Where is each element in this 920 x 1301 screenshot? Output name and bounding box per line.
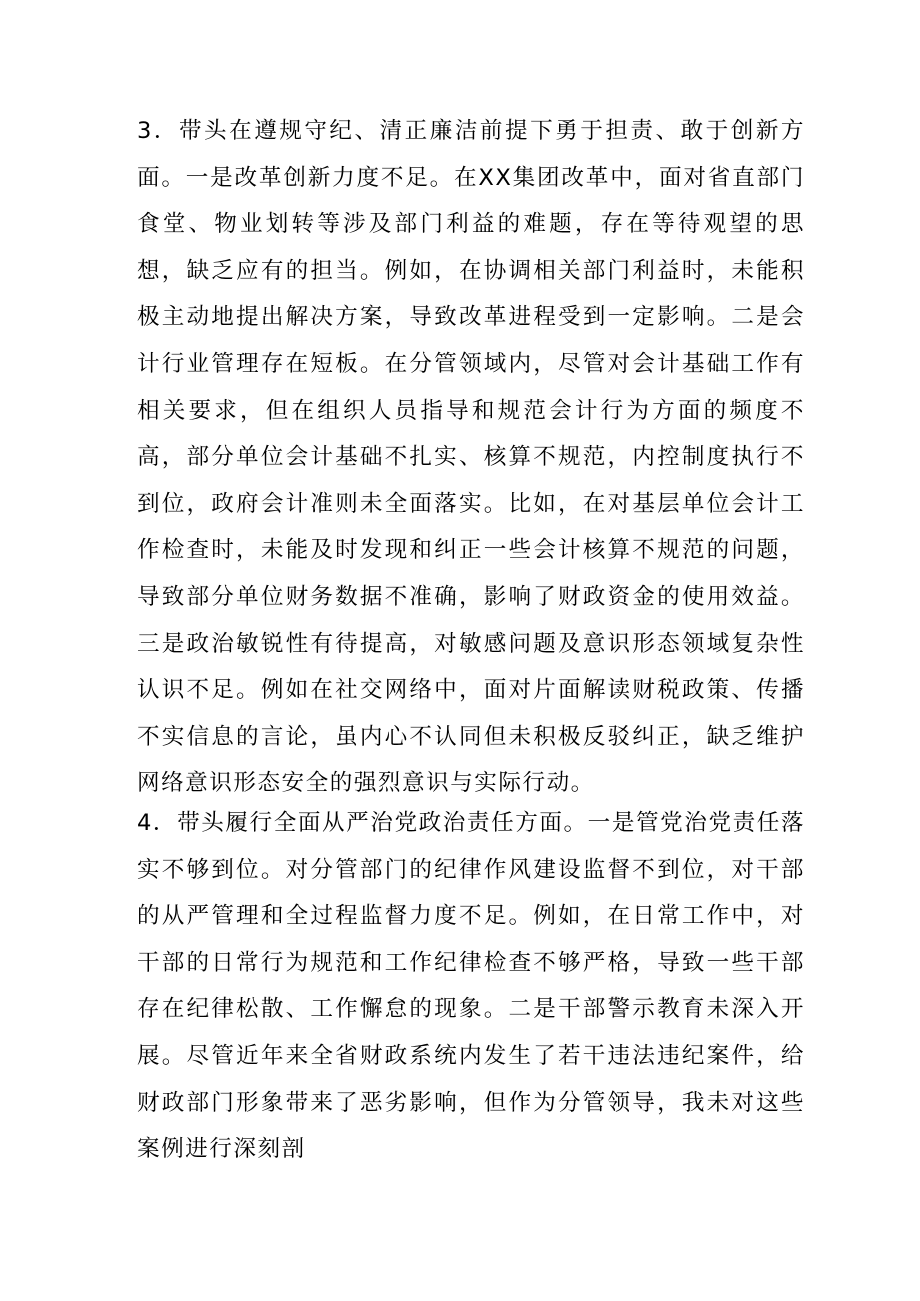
paragraph-section-4: 4．带头履行全面从严治党政治责任方面。一是管党治党责任落实不够到位。对分管部门的纪律作风建设监督不到位，对干部的从严管理和全过程监督力度不足。例如，在日常工作中，对干部的日常行为规范和工作纪律检查不够严格，导致一些干部存在纪律松散、工作懈怠的现象。二是干部警示教育未深入开展。尽管近年来全省财政系统内发生了若干违法违纪案件，给财政部门形象带来了恶劣影响，但作为分管领导，我未对这些案例进行深刻剖 [137,810,805,1163]
paragraph-section-3: 3．带头在遵规守纪、清正廉洁前提下勇于担责、敢于创新方面。一是改革创新力度不足。在XX集团改革中，面对省直部门食堂、物业划转等涉及部门利益的难题，存在等待观望的思想，缺乏应有的担当。例如，在协调相关部门利益时，未能积极主动地提出解决方案，导致改革进程受到一定影响。二是会计行业管理存在短板。在分管领域内，尽管对会计基础工作有相关要求，但在组织人员指导和规范会计行为方面的频度不高，部分单位会计基础不扎实、核算不规范，内控制度执行不到位，政府会计准则未全面落实。比如，在对基层单位会计工作检查时，未能及时发现和纠正一些会计核算不规范的问题，导致部分单位财务数据不准确，影响了财政资金的使用效益。三是政治敏锐性有待提高，对敏感问题及意识形态领域复杂性认识不足。例如在社交网络中，面对片面解读财税政策、传播不实信息的言论，虽内心不认同但未积极反驳纠正，缺乏维护网络意识形态安全的强烈意识与实际行动。 [137,118,805,797]
